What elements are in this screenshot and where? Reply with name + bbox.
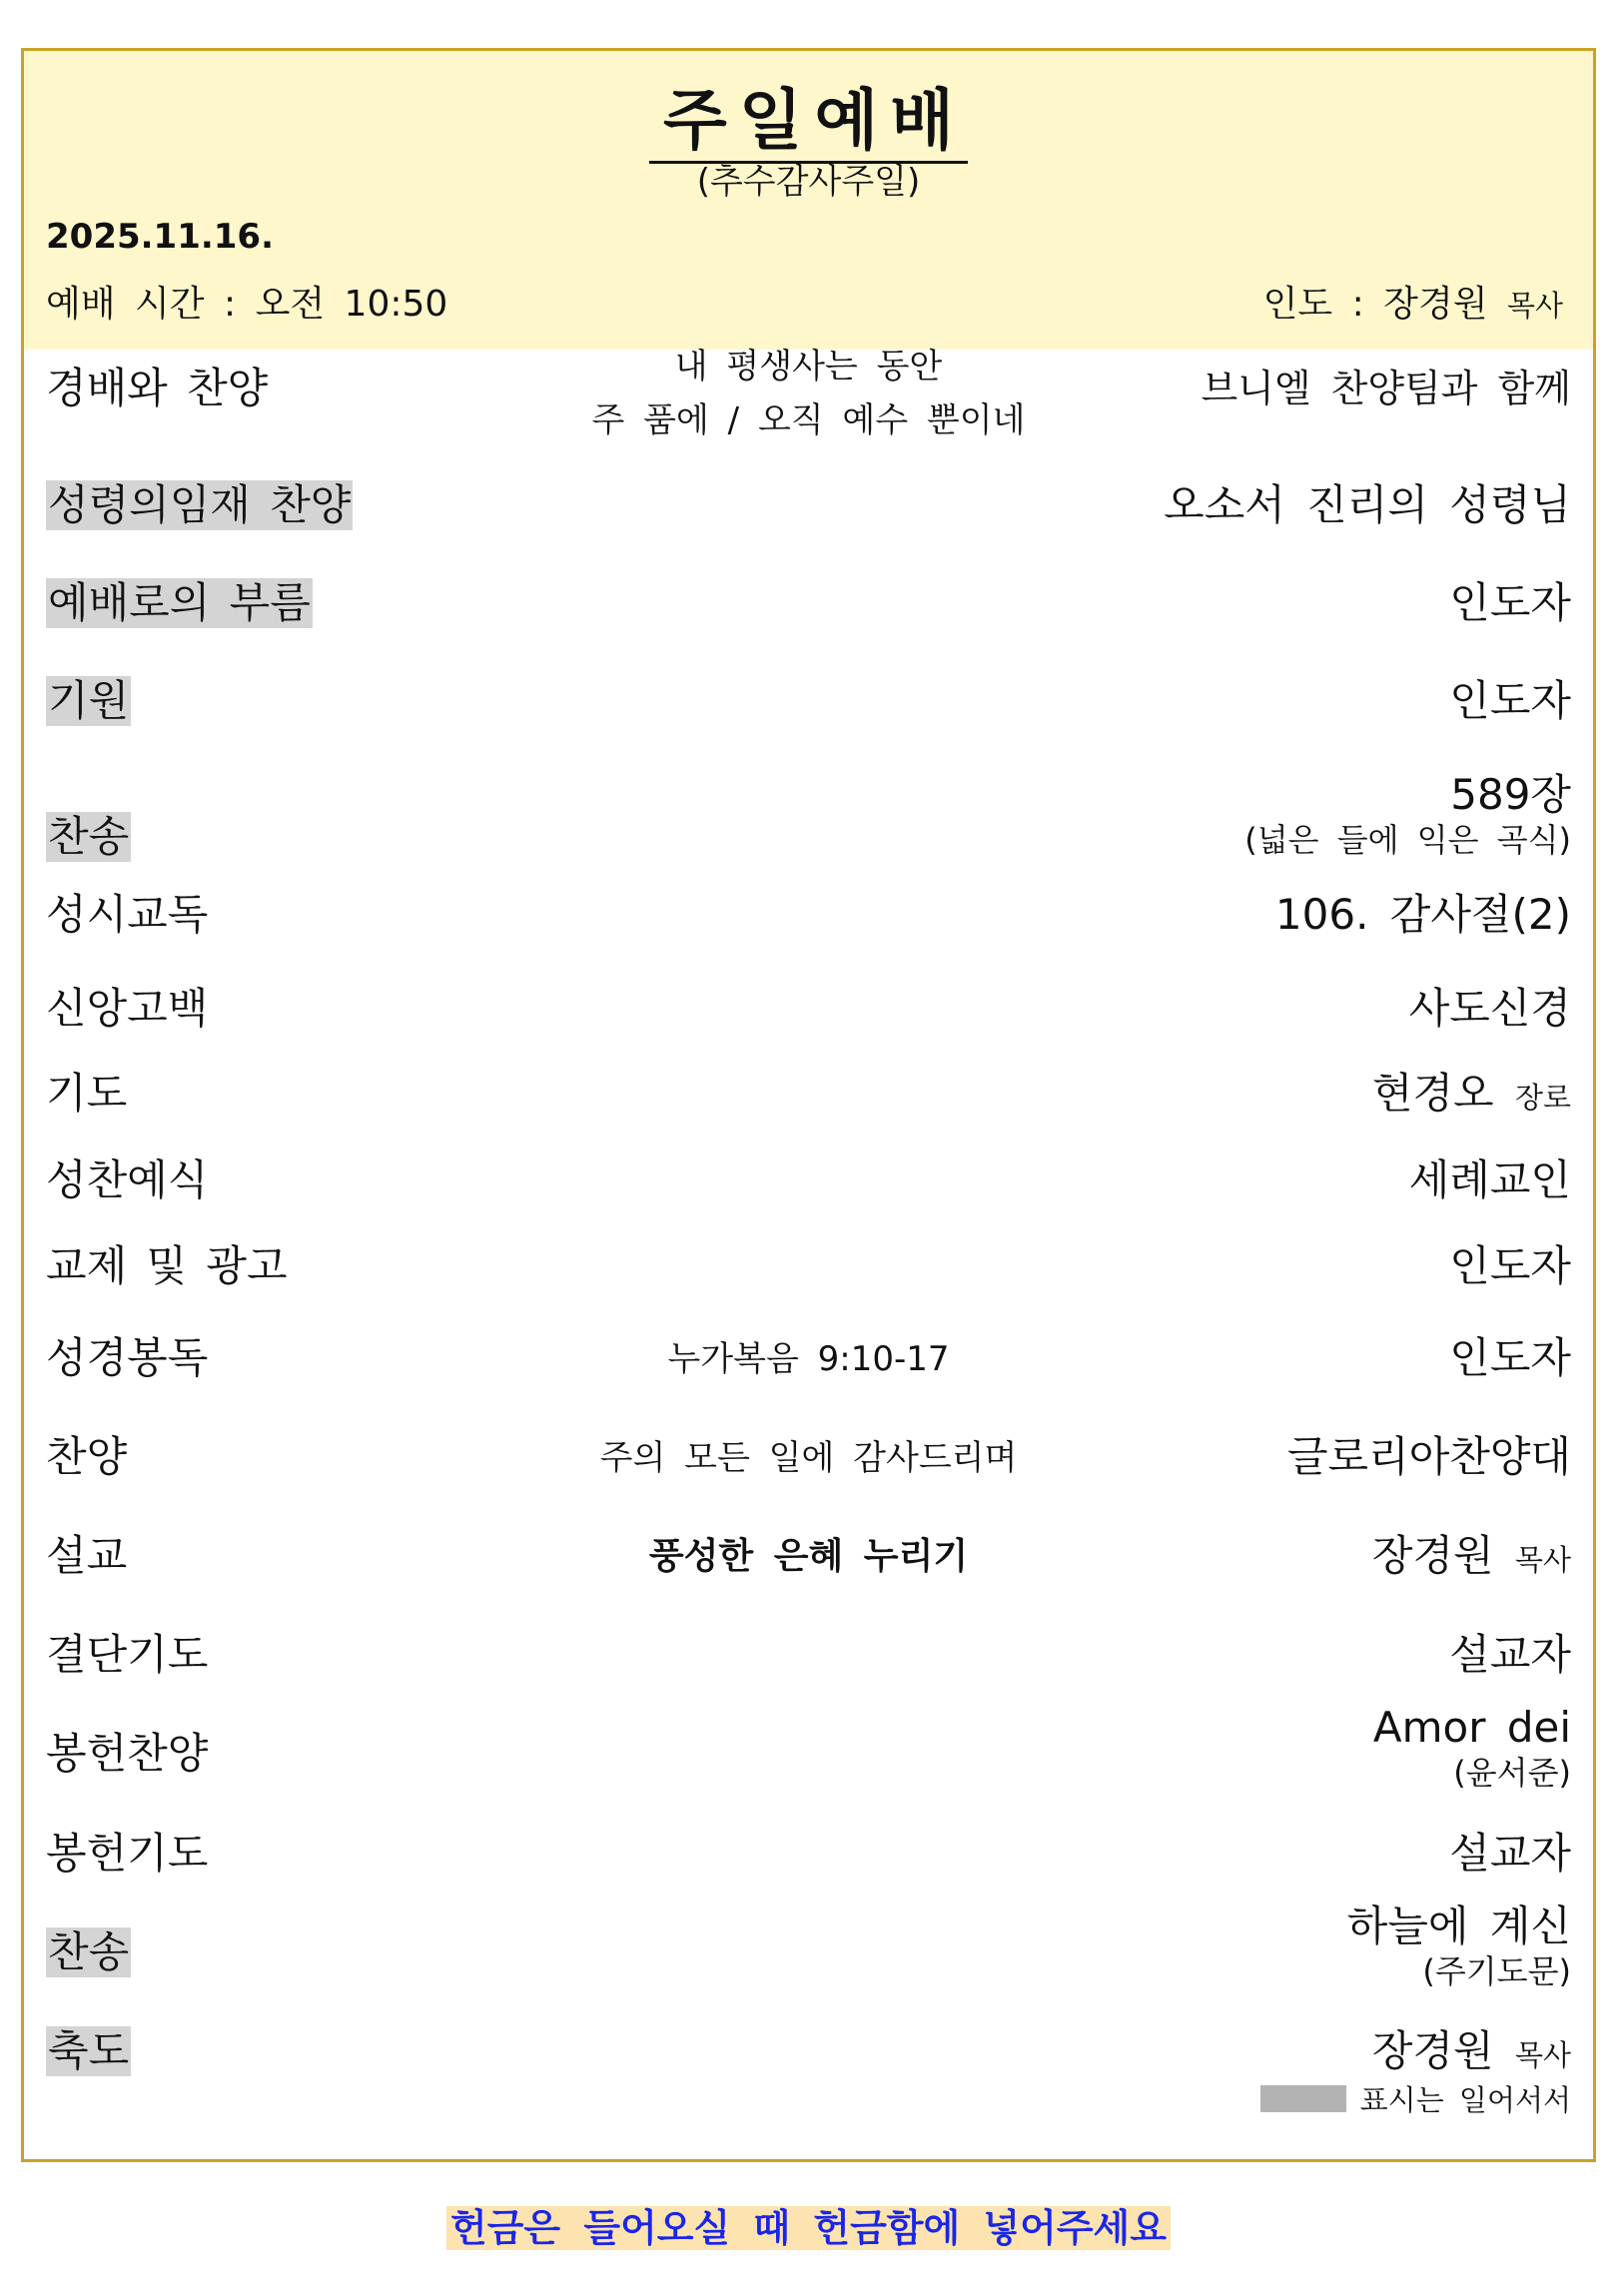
order-center: 주의 모든 일에 감사드리며 [599, 1438, 1018, 1478]
order-right: 브니엘 찬양팀과 함께 [1201, 367, 1571, 410]
order-right: 오소서 진리의 성령님 [1164, 480, 1571, 529]
service-time: 예배 시간 : 오전 10:50 [46, 284, 448, 325]
order-right: 사도신경 [1408, 984, 1571, 1033]
order-label: 설교 [46, 1531, 128, 1580]
order-label: 찬송 [48, 812, 130, 861]
sermon-title: 풍성한 은혜 누리기 [648, 1536, 969, 1577]
order-label: 봉헌기도 [46, 1829, 209, 1878]
order-label: 교제 및 광고 [46, 1241, 288, 1290]
order-right: 589장 (넓은 들에 익은 곡식) [1244, 770, 1571, 859]
order-label: 기도 [46, 1069, 128, 1118]
service-leader: 인도 : 장경원 목사 [1262, 284, 1563, 325]
order-label: 봉헌찬양 [46, 1729, 209, 1778]
standing-note: 표시는 일어서서 [1260, 2078, 1571, 2119]
order-right: 인도자 [1449, 578, 1571, 627]
order-right: 인도자 [1449, 1241, 1571, 1290]
order-right: 장경원 목사 [1371, 2026, 1571, 2075]
order-right: 106. 감사절(2) [1274, 890, 1571, 939]
order-label: 찬양 [46, 1432, 128, 1481]
order-center: 내 평생사는 동안 주 품에 / 오직 예수 뿐이네 [591, 347, 1026, 440]
order-label: 기원 [48, 676, 130, 725]
order-right: 글로리아찬양대 [1286, 1432, 1571, 1481]
order-label: 결단기도 [46, 1630, 209, 1679]
order-label: 찬송 [48, 1927, 130, 1976]
service-date: 2025.11.16. [46, 217, 275, 257]
order-right: 세례교인 [1408, 1155, 1571, 1204]
order-label: 성경봉독 [46, 1333, 209, 1382]
order-label: 성시교독 [46, 890, 209, 939]
order-right: Amor dei (윤서준) [1372, 1703, 1571, 1792]
order-label: 성령의임재 찬양 [48, 480, 352, 529]
order-right: 하늘에 계신 (주기도문) [1346, 1902, 1571, 1990]
order-right: 설교자 [1449, 1630, 1571, 1679]
order-right: 인도자 [1449, 676, 1571, 725]
offering-notice: 헌금은 들어오실 때 헌금함에 넣어주세요 [0, 2197, 1617, 2252]
order-right: 인도자 [1449, 1333, 1571, 1382]
order-label: 경배와 찬양 [46, 364, 269, 412]
page-title: 주일예배 [24, 67, 1593, 162]
order-right: 설교자 [1449, 1829, 1571, 1878]
order-center: 누가복음 9:10-17 [667, 1339, 950, 1379]
order-label: 축도 [48, 2026, 130, 2075]
order-right: 장경원 목사 [1371, 1531, 1571, 1580]
order-right: 현경오 장로 [1371, 1069, 1571, 1118]
order-label: 예배로의 부름 [48, 578, 311, 627]
bulletin-frame [21, 48, 1596, 2162]
order-label: 신앙고백 [46, 984, 209, 1033]
order-label: 성찬예식 [46, 1155, 209, 1204]
header [24, 51, 1593, 350]
standing-swatch [1260, 2085, 1346, 2112]
page-subtitle: (추수감사주일) [696, 162, 921, 202]
